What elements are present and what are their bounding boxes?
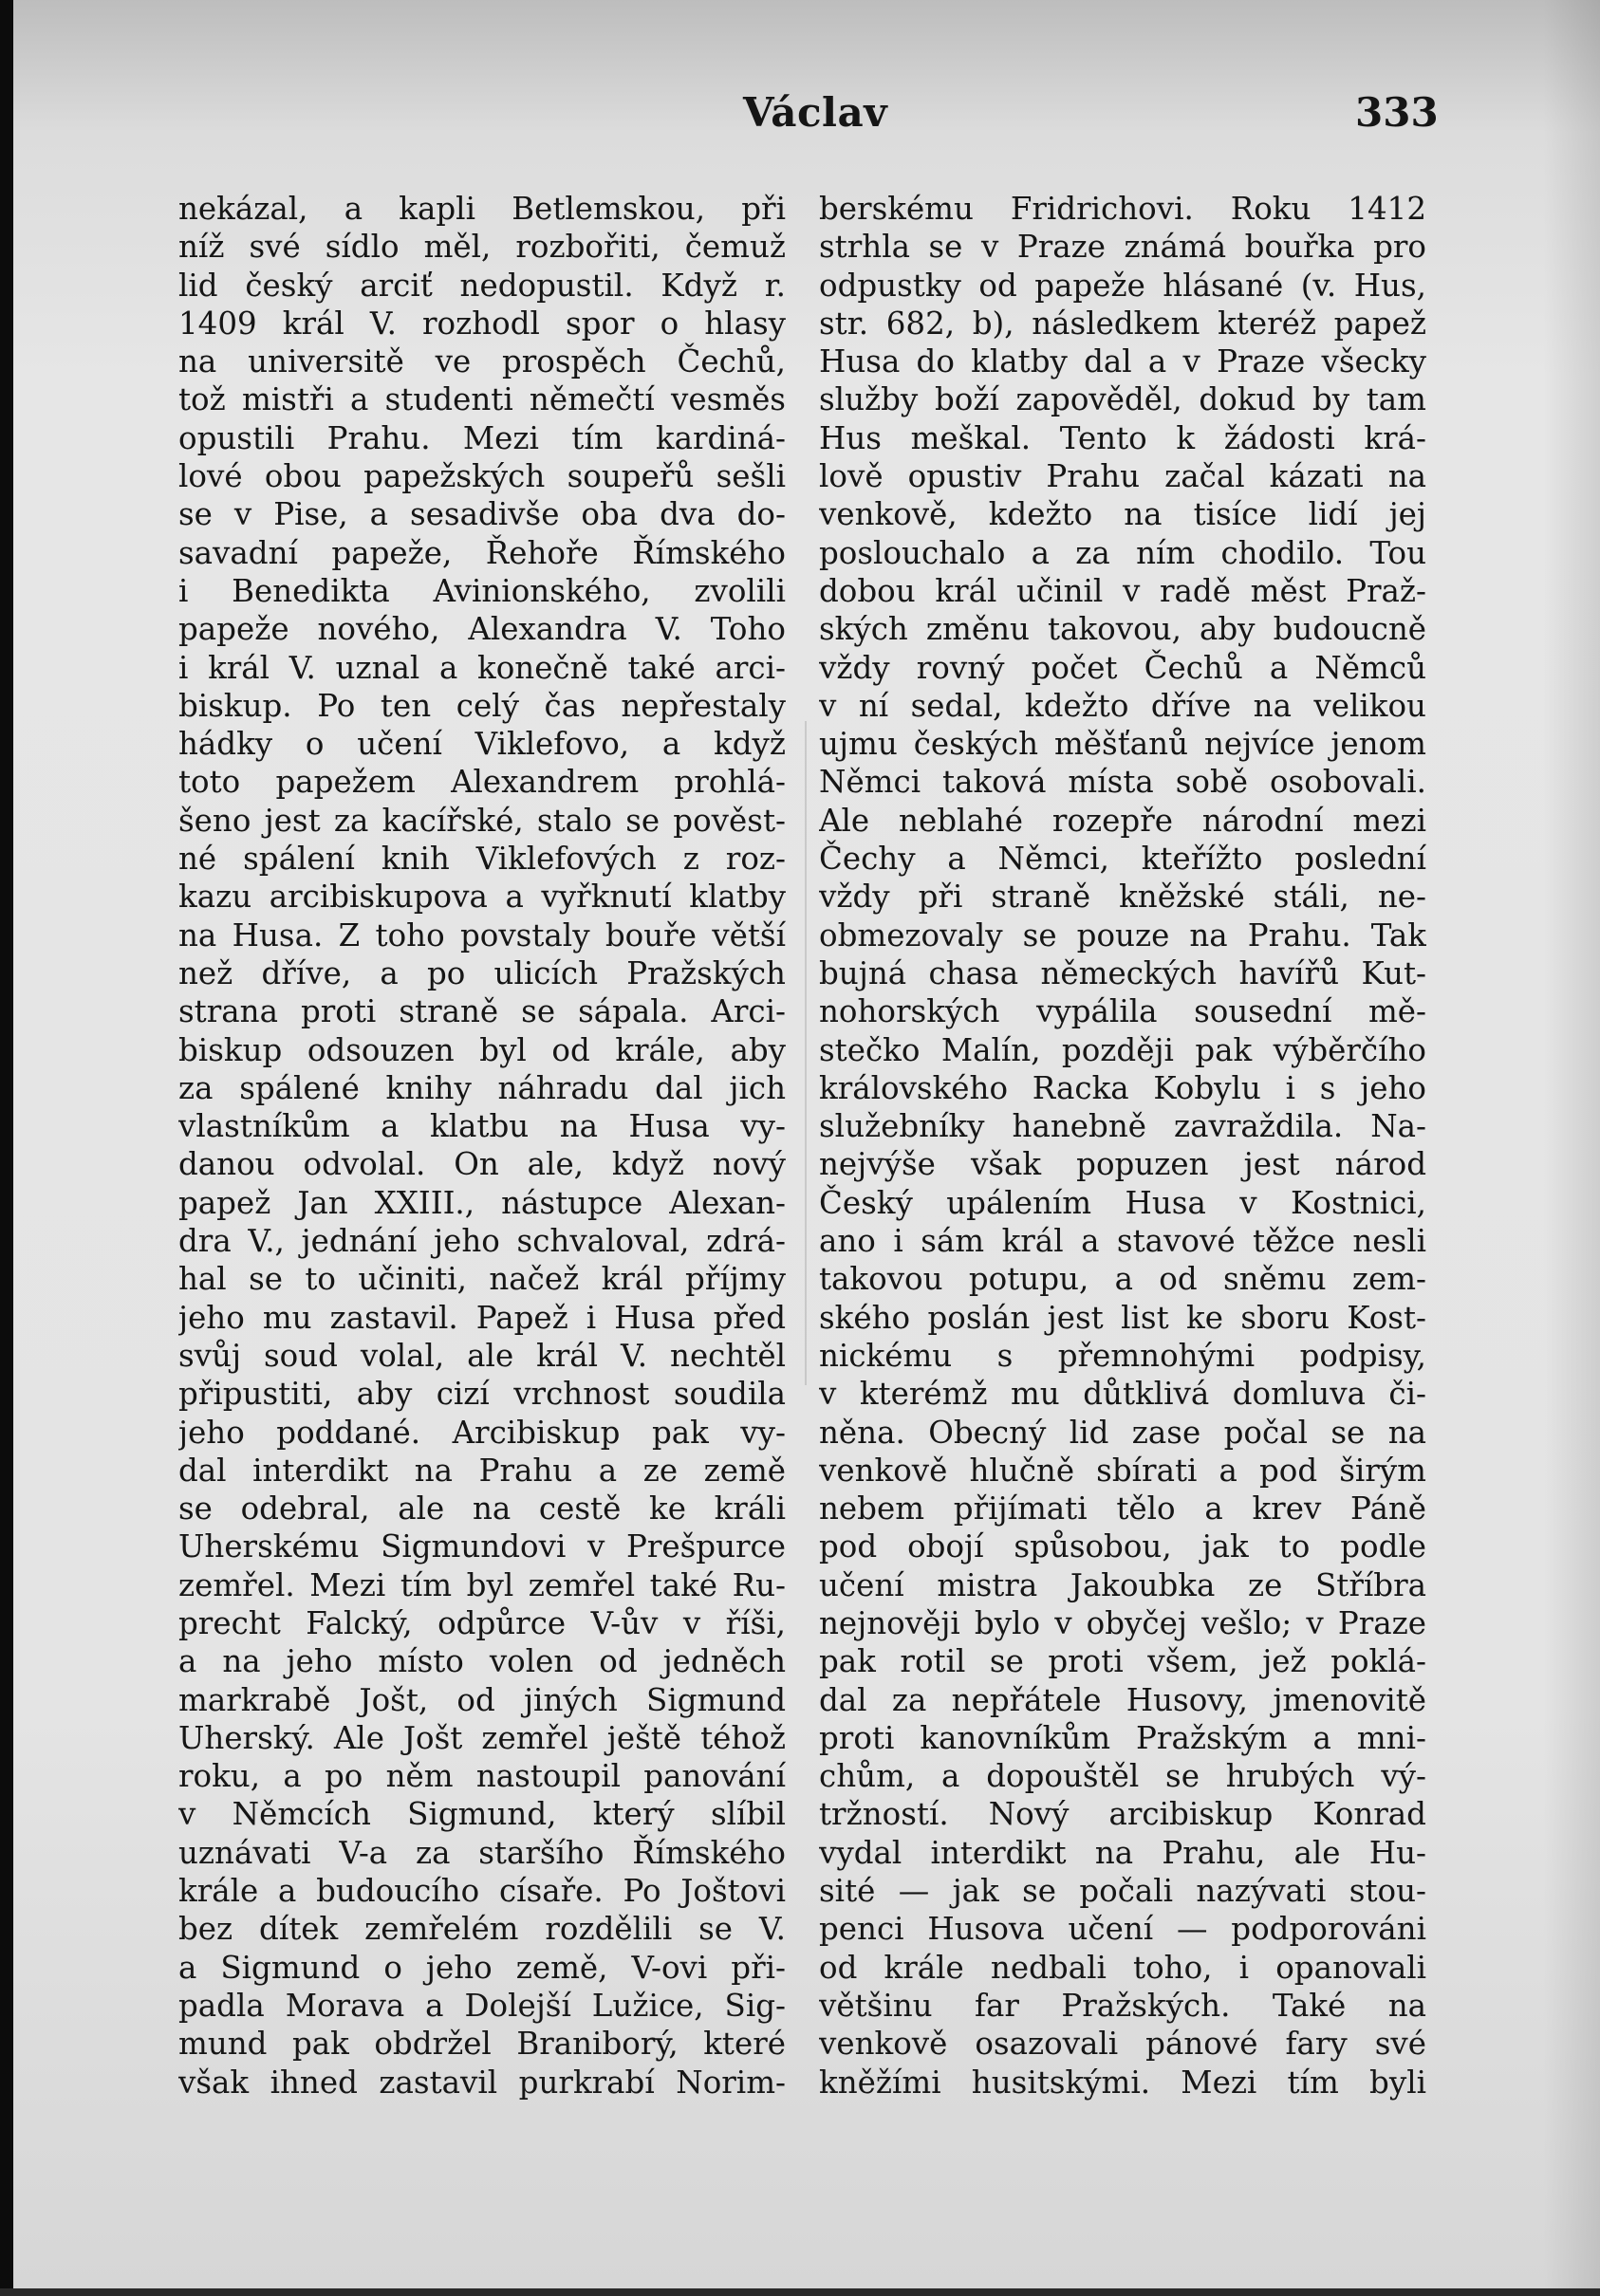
text-line: bez dítek zemřelém rozdělili se V.: [178, 1911, 786, 1948]
text-line: služby boží zapověděl, dokud by tam: [819, 381, 1426, 418]
text-line: sité — jak se počali nazývati stou-: [819, 1873, 1426, 1910]
text-line: hal se to učiniti, načež král příjmy: [178, 1261, 786, 1298]
text-line: vydal interdikt na Prahu, ale Hu-: [819, 1834, 1426, 1871]
text-line: lid český arciť nedopustil. Když r.: [178, 267, 786, 304]
text-line: biskup odsouzen byl od krále, aby: [178, 1031, 786, 1068]
text-line: danou odvolal. On ale, když nový: [178, 1146, 786, 1183]
text-line: učení mistra Jakoubka ze Stříbra: [819, 1566, 1426, 1603]
text-line: kněžími husitskými. Mezi tím byli: [819, 2064, 1426, 2101]
text-line: strhla se v Praze známá bouřka pro: [819, 229, 1426, 266]
text-line: nejvýše však popuzen jest národ: [819, 1146, 1426, 1183]
text-line: krále a budoucího císaře. Po Joštovi: [178, 1873, 786, 1910]
page-left-edge-shadow: [0, 0, 13, 2296]
text-line: chům, a dopouštěl se hrubých vý-: [819, 1758, 1426, 1795]
text-line: Němci taková místa sobě osobovali.: [819, 764, 1426, 801]
text-line: biskup. Po ten celý čas nepřestaly: [178, 687, 786, 724]
text-line: šeno jest za kacířské, stalo se pověst-: [178, 802, 786, 839]
text-line: venkově, kdežto na tisíce lidí jej: [819, 496, 1426, 533]
text-line: odpustky od papeže hlásané (v. Hus,: [819, 267, 1426, 304]
text-line: ského poslán jest list ke sboru Kost-: [819, 1299, 1426, 1336]
text-line: poslouchalo a za ním chodilo. Tou: [819, 534, 1426, 571]
text-line: venkově osazovali pánové fary své: [819, 2026, 1426, 2063]
text-line: ano i sám král a stavové těžce nesli: [819, 1223, 1426, 1260]
text-line: mund pak obdržel Braniborý, které: [178, 2026, 786, 2063]
text-line: většinu far Pražských. Také na: [819, 1987, 1426, 2024]
text-line: něna. Obecný lid zase počal se na: [819, 1414, 1426, 1451]
text-line: str. 682, b), následkem kteréž papež: [819, 305, 1426, 342]
text-line: v kterémž mu důtklivá domluva či-: [819, 1376, 1426, 1413]
text-line: v Němcích Sigmund, který slíbil: [178, 1796, 786, 1833]
text-line: a na jeho místo volen od jedněch: [178, 1643, 786, 1680]
text-line: nekázal, a kapli Betlemskou, při: [178, 191, 786, 227]
text-line: jeho poddané. Arcibiskup pak vy-: [178, 1414, 786, 1451]
text-line: uznávati V-a za staršího Římského: [178, 1834, 786, 1871]
text-line: stečko Malín, později pak výběrčího: [819, 1031, 1426, 1068]
text-line: se odebral, ale na cestě ke králi: [178, 1491, 786, 1528]
text-line: od krále nedbali toho, i opanovali: [819, 1949, 1426, 1986]
running-head: Václav: [743, 89, 888, 136]
text-line: obmezovaly se pouze na Prahu. Tak: [819, 917, 1426, 954]
text-line: lové obou papežských soupeřů sešli: [178, 458, 786, 495]
text-line: né spálení knih Viklefových z roz-: [178, 841, 786, 878]
text-line: hádky o učení Viklefovo, a když: [178, 726, 786, 763]
text-line: toto papežem Alexandrem prohlá-: [178, 764, 786, 801]
text-line: Český upálením Husa v Kostnici,: [819, 1184, 1426, 1221]
text-line: zemřel. Mezi tím byl zemřel také Ru-: [178, 1566, 786, 1603]
text-line: vždy rovný počet Čechů a Němců: [819, 649, 1426, 686]
text-line: i král V. uznal a konečně také arci-: [178, 649, 786, 686]
text-line: svůj soud volal, ale král V. nechtěl: [178, 1337, 786, 1374]
text-line: roku, a po něm nastoupil panování: [178, 1758, 786, 1795]
text-line: penci Husova učení — podporováni: [819, 1911, 1426, 1948]
text-line: jeho mu zastavil. Papež i Husa před: [178, 1299, 786, 1336]
text-line: připustiti, aby cizí vrchnost soudila: [178, 1376, 786, 1413]
text-line: kazu arcibiskupova a vyřknutí klatby: [178, 879, 786, 916]
text-line: precht Falcký, odpůrce V-ův v říši,: [178, 1604, 786, 1641]
text-line: bujná chasa německých havířů Kut-: [819, 954, 1426, 991]
text-line: Ale neblahé rozepře národní mezi: [819, 802, 1426, 839]
text-line: pod obojí spůsobou, jak to podle: [819, 1528, 1426, 1565]
text-line: a Sigmund o jeho země, V-ovi při-: [178, 1949, 786, 1986]
right-text-column: [819, 190, 1426, 2102]
page-number: 333: [1355, 89, 1439, 136]
text-line: v ní sedal, kdežto dříve na velikou: [819, 687, 1426, 724]
text-line: ujmu českých měšťanů nejvíce jenom: [819, 726, 1426, 763]
text-line: dra V., jednání jeho schvaloval, zdrá-: [178, 1223, 786, 1260]
text-line: papež Jan XXIII., nástupce Alexan-: [178, 1184, 786, 1221]
text-line: na universitě ve prospěch Čechů,: [178, 343, 786, 380]
text-line: 1409 král V. rozhodl spor o hlasy: [178, 305, 786, 342]
text-line: markrabě Jošt, od jiných Sigmund: [178, 1681, 786, 1718]
text-line: nohorských vypálila sousední mě-: [819, 993, 1426, 1030]
text-line: Uherský. Ale Jošt zemřel ještě téhož: [178, 1719, 786, 1756]
text-line: než dříve, a po ulicích Pražských: [178, 954, 786, 991]
page-bottom-edge: [0, 2288, 1600, 2296]
text-line: takovou potupu, a od sněmu zem-: [819, 1261, 1426, 1298]
text-line: Čechy a Němci, kteřížto poslední: [819, 841, 1426, 878]
text-line: za spálené knihy náhradu dal jich: [178, 1069, 786, 1106]
text-line: Hus meškal. Tento k žádosti krá-: [819, 419, 1426, 456]
text-line: nejnověji bylo v obyčej vešlo; v Praze: [819, 1604, 1426, 1641]
text-line: papeže nového, Alexandra V. Toho: [178, 611, 786, 648]
text-line: dal interdikt na Prahu a ze země: [178, 1452, 786, 1489]
text-line: pak rotil se proti všem, jež poklá-: [819, 1643, 1426, 1680]
text-line: nebem přijímati tělo a krev Páně: [819, 1491, 1426, 1528]
text-line: tržností. Nový arcibiskup Konrad: [819, 1796, 1426, 1833]
text-line: služebníky hanebně zavraždila. Na-: [819, 1108, 1426, 1145]
text-line: na Husa. Z toho povstaly bouře větší: [178, 917, 786, 954]
text-line: vlastníkům a klatbu na Husa vy-: [178, 1108, 786, 1145]
text-line: nickému s přemnohými podpisy,: [819, 1337, 1426, 1374]
text-line: se v Pise, a sesadivše oba dva do-: [178, 496, 786, 533]
text-line: ských změnu takovou, aby budoucně: [819, 611, 1426, 648]
text-line: lově opustiv Prahu začal kázati na: [819, 458, 1426, 495]
left-text-column: [178, 190, 786, 2102]
column-gutter-shadow: [805, 721, 807, 1385]
text-line: níž své sídlo měl, rozbořiti, čemuž: [178, 229, 786, 266]
text-line: vždy při straně kněžské stáli, ne-: [819, 879, 1426, 916]
text-line: i Benedikta Avinionského, zvolili: [178, 572, 786, 609]
text-line: dal za nepřátele Husovy, jmenovitě: [819, 1681, 1426, 1718]
text-line: Uherskému Sigmundovi v Prešpurce: [178, 1528, 786, 1565]
text-line: dobou král učinil v radě měst Praž-: [819, 572, 1426, 609]
text-line: venkově hlučně sbírati a pod širým: [819, 1452, 1426, 1489]
text-line: opustili Prahu. Mezi tím kardiná-: [178, 419, 786, 456]
text-line: Husa do klatby dal a v Praze všecky: [819, 343, 1426, 380]
text-line: padla Morava a Dolejší Lužice, Sig-: [178, 1987, 786, 2024]
text-line: savadní papeže, Řehoře Římského: [178, 534, 786, 571]
text-line: berskému Fridrichovi. Roku 1412: [819, 191, 1426, 227]
text-line: však ihned zastavil purkrabí Norim-: [178, 2064, 786, 2101]
text-line: strana proti straně se sápala. Arci-: [178, 993, 786, 1030]
page-right-edge-shadow: [1543, 0, 1600, 2296]
text-line: královského Racka Kobylu i s jeho: [819, 1069, 1426, 1106]
text-line: tož mistři a studenti němečtí vesměs: [178, 381, 786, 418]
text-line: proti kanovníkům Pražským a mni-: [819, 1719, 1426, 1756]
